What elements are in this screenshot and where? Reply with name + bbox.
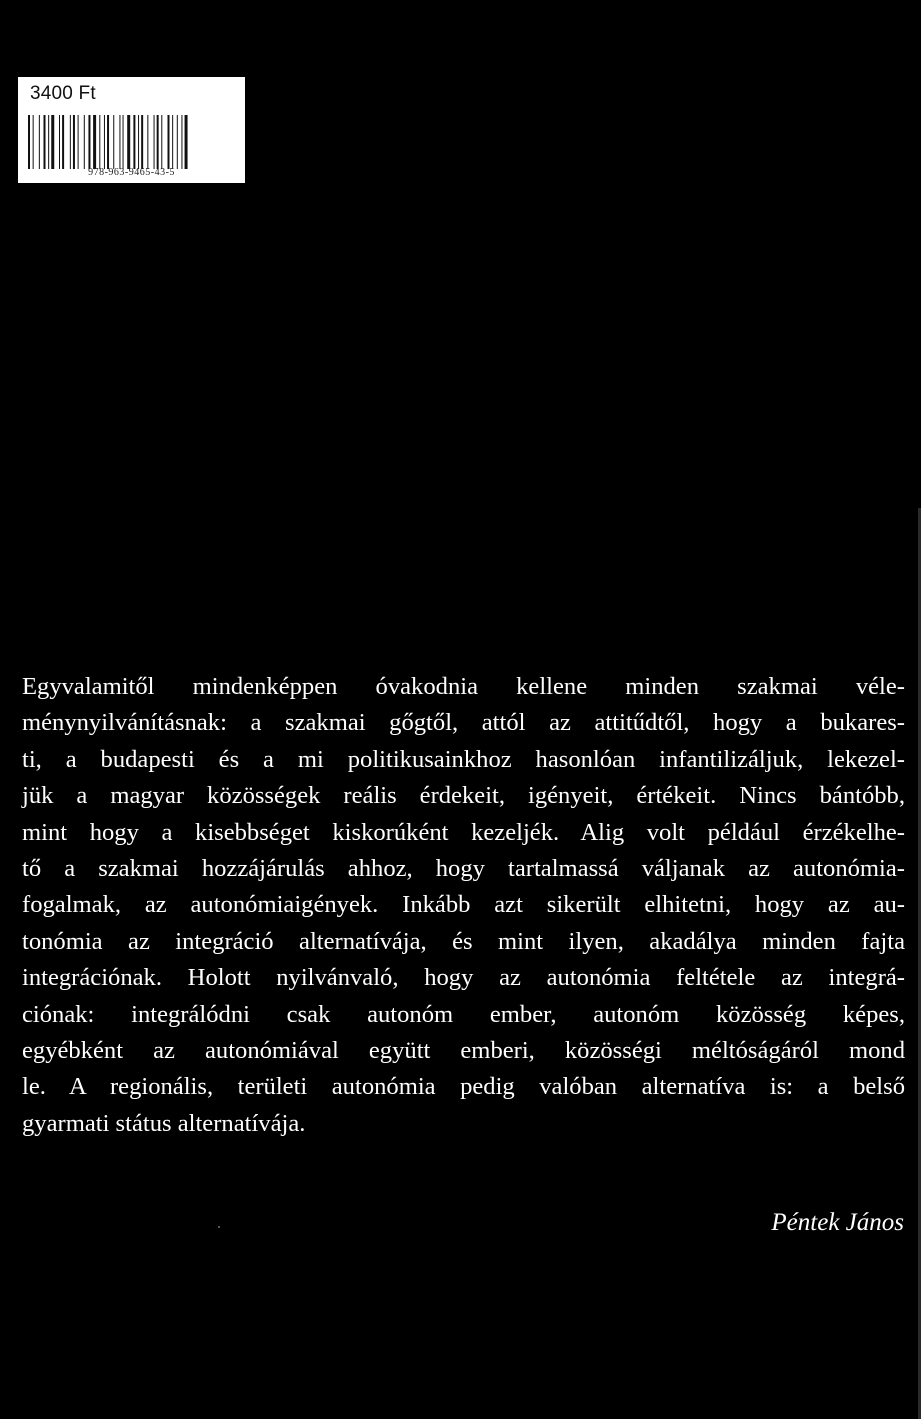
blurb-line: le. A regionális, területi autonómia pedig valóban alternatíva is: a belső — [22, 1073, 905, 1101]
blurb-line: jük a magyar közösségek reális érdekeit, igényeit, értékeit. Nincs bántóbb, — [22, 782, 905, 810]
blurb-line: integrációnak. Holott nyilvánvaló, hogy az autonómia feltétele az integrá- — [22, 964, 905, 992]
blurb-line: fogalmak, az autonómiaigények. Inkább azt sikerült elhitetni, hogy az au- — [22, 891, 905, 919]
blurb-line: mint hogy a kisebbséget kiskorúként kezeljék. Alig volt például érzékelhe- — [22, 818, 905, 846]
isbn-number: 978-963-9465-43-5 — [88, 167, 175, 178]
blurb-line: tonómia az integráció alternatívája, és mint ilyen, akadálya minden fajta — [22, 927, 905, 955]
barcode-image — [28, 115, 235, 169]
author-signature: Péntek János — [771, 1209, 904, 1236]
blurb-paragraph — [22, 669, 905, 1142]
print-speck — [218, 1226, 220, 1228]
blurb-line: ménynyilvánításnak: a szakmai gőgtől, attól az attitűdtől, hogy a bukares- — [22, 709, 905, 737]
blurb-line: egyébként az autonómiával együtt emberi, közösségi méltóságáról mond — [22, 1037, 905, 1065]
price-text: 3400 Ft — [30, 83, 96, 104]
blurb-line: ti, a budapesti és a mi politikusainkhoz hasonlóan infantilizáljuk, lekezel- — [22, 745, 905, 773]
blurb-line: gyarmati státus alternatívája. — [22, 1109, 306, 1137]
blurb-line: ciónak: integrálódni csak autonóm ember, autonóm közösség képes, — [22, 1000, 905, 1028]
blurb-line: tő a szakmai hozzájárulás ahhoz, hogy tartalmassá váljanak az autonómia- — [22, 855, 905, 883]
price-label-sticker — [18, 77, 245, 183]
blurb-line: Egyvalamitől mindenképpen óvakodnia kellene minden szakmai véle- — [22, 673, 905, 700]
